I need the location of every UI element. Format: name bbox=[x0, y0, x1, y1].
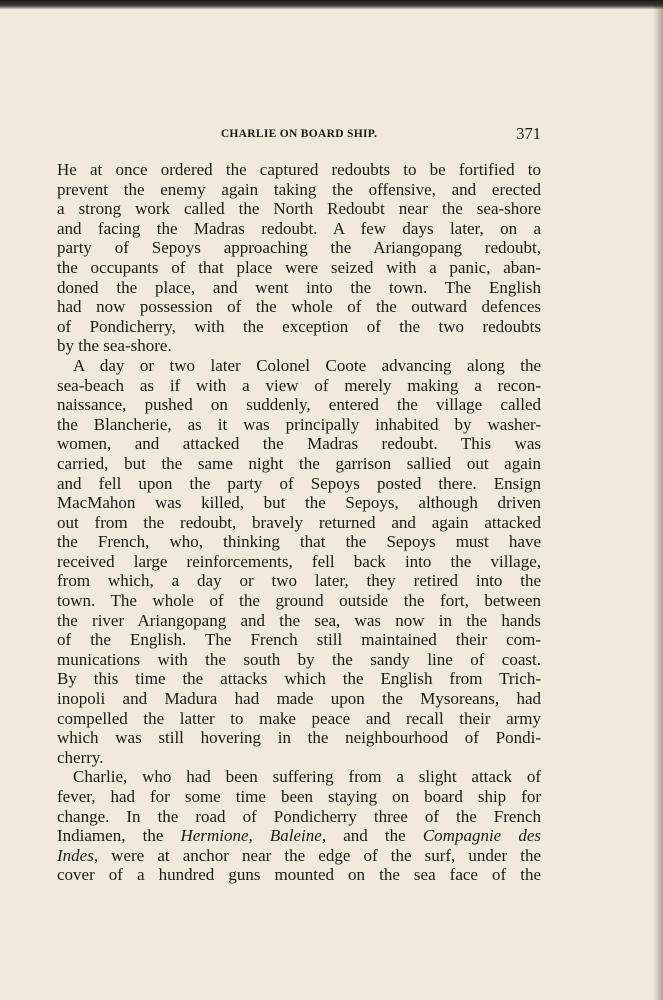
text-line: fever, had for some time been staying on board ship for bbox=[57, 787, 541, 806]
text-line: munications with the south by the sandy line of coast. bbox=[57, 649, 541, 669]
text-line: of the English. The French still maintained their com- bbox=[57, 630, 541, 650]
text-line: women, and attacked the Madras redoubt. This was bbox=[57, 434, 541, 454]
text-line: party of Sepoys approaching the Ariangopang redoubt, bbox=[57, 238, 541, 258]
text-line: from which, a day or two later, they retired into the bbox=[57, 571, 541, 591]
text-line: compelled the latter to make peace and recall their army bbox=[57, 708, 541, 728]
text-line: change. In the road of Pondicherry three of the French bbox=[57, 806, 541, 826]
text-segment: Indiamen, the bbox=[57, 826, 181, 846]
text-line bbox=[57, 826, 541, 846]
text-line: sea-beach as if with a view of merely making a recon- bbox=[57, 375, 541, 395]
text-line: cherry. bbox=[57, 747, 104, 767]
body-text bbox=[57, 160, 541, 885]
text-line: which was still hovering in the neighbourhood of Pondi- bbox=[57, 728, 541, 748]
text-line: cover of a hundred guns mounted on the sea face of the bbox=[57, 865, 541, 885]
text-line: out from the redoubt, bravely returned and again attacked bbox=[57, 512, 541, 532]
text-segment: and the bbox=[326, 826, 423, 846]
text-line: the French, who, thinking that the Sepoys must have bbox=[57, 532, 541, 552]
text-line: had now possession of the whole of the outward defences bbox=[57, 297, 541, 317]
page-gutter-shadow bbox=[653, 0, 663, 1000]
italic-segment: Compagnie des bbox=[422, 826, 542, 846]
italic-segment: Indes, bbox=[57, 845, 99, 865]
text-line: prevent the enemy again taking the offensive, and erected bbox=[57, 179, 541, 199]
text-line: naissance, pushed on suddenly, entered the village called bbox=[57, 395, 541, 415]
text-line: He at once ordered the captured redoubts to be fortified to bbox=[57, 160, 541, 179]
text-line: the Blancherie, as it was principally inhabited by washer- bbox=[57, 414, 541, 434]
text-line: Charlie, who had been suffering from a slight attack of bbox=[73, 767, 541, 787]
text-line: inopoli and Madura had made upon the Mysoreans, had bbox=[57, 689, 541, 709]
text-line: MacMahon was killed, but the Sepoys, although driven bbox=[57, 493, 541, 513]
running-head bbox=[57, 126, 541, 146]
text-line: of Pondicherry, with the exception of the two redoubts bbox=[57, 316, 541, 336]
text-line bbox=[57, 846, 541, 866]
text-line: and facing the Madras redoubt. A few days later, on a bbox=[57, 218, 541, 238]
text-line: received large reinforcements, fell back into the village, bbox=[57, 551, 541, 571]
running-title: CHARLIE ON BOARD SHIP. bbox=[220, 128, 378, 140]
text-line: a strong work called the North Redoubt near the sea-shore bbox=[57, 199, 541, 219]
text-line: carried, but the same night the garrison sallied out again bbox=[57, 453, 541, 473]
text-line: doned the place, and went into the town. The English bbox=[57, 277, 541, 297]
text-line: the occupants of that place were seized with a panic, aban- bbox=[57, 257, 541, 277]
text-line: A day or two later Colonel Coote advancing along the bbox=[73, 355, 541, 375]
text-segment: were at anchor near the edge of the surf, under the bbox=[98, 845, 541, 865]
text-line: town. The whole of the ground outside the fort, between bbox=[57, 591, 541, 611]
page-number: 371 bbox=[516, 124, 541, 143]
text-line: By this time the attacks which the English from Trich- bbox=[57, 669, 541, 689]
text-line: the river Ariangopang and the sea, was now in the hands bbox=[57, 610, 541, 630]
text-line: by the sea-shore. bbox=[57, 336, 172, 356]
text-line: and fell upon the party of Sepoys posted there. Ensign bbox=[57, 473, 541, 493]
italic-segment: Hermione, Baleine, bbox=[180, 826, 327, 846]
